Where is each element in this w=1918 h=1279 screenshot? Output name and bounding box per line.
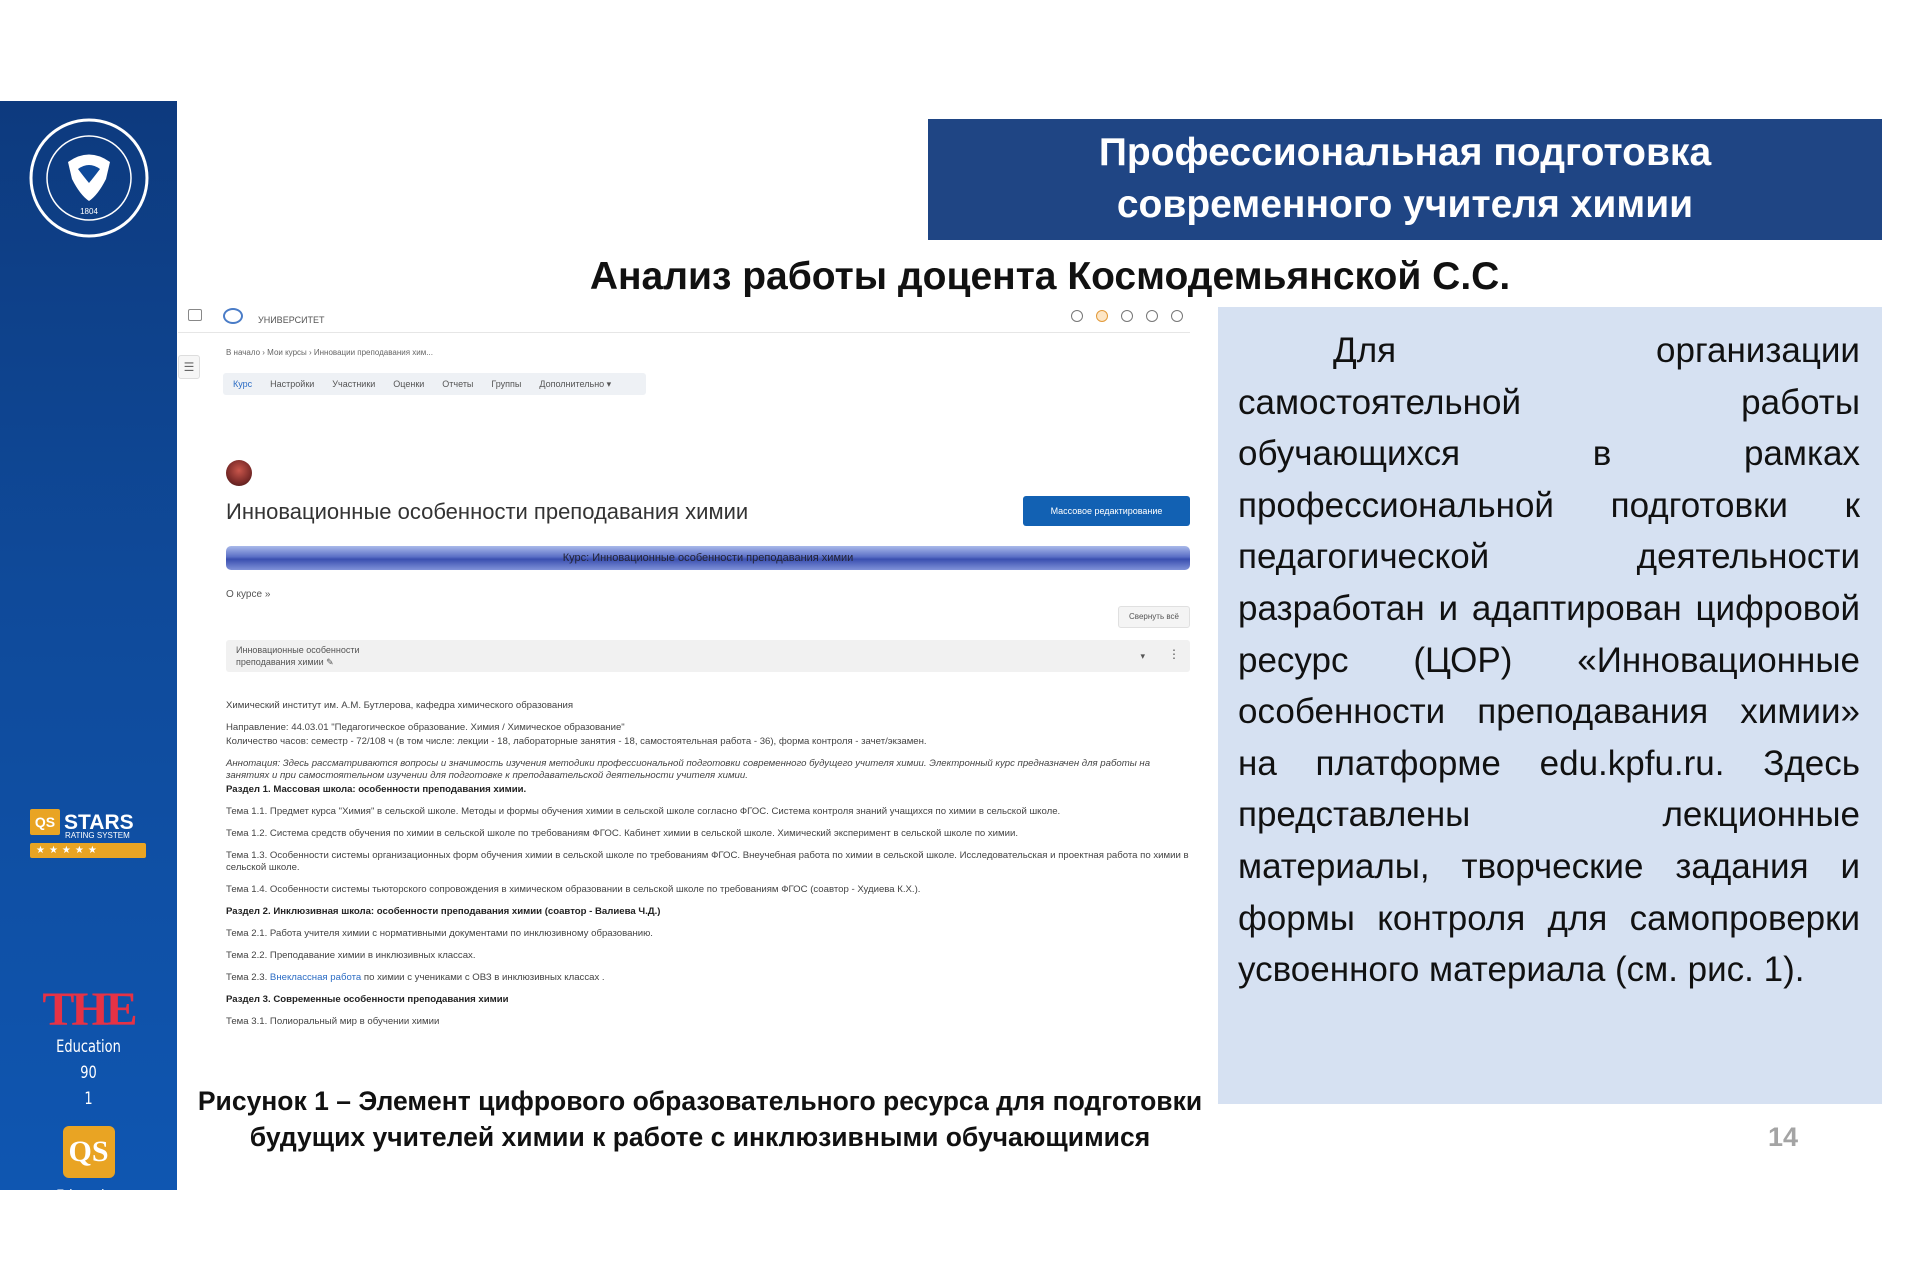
qs-stars-badge [30, 809, 146, 858]
stars-title: STARS [64, 810, 134, 834]
messages-icon[interactable] [1146, 310, 1158, 322]
about-course-link[interactable]: О курсе » [226, 589, 271, 600]
section-title-line1: Инновационные особенности [236, 645, 360, 655]
the-logo: THE [42, 983, 135, 1036]
topic-1-3[interactable]: Тема 1.3. Особенности системы организационных форм обучения химии в сельской школе по требованиям ФГОС. Внеучебная работа по химии в сельской школе. Исследовательская и проектная работа по химии в сельской школе. [226, 850, 1189, 873]
the-rank-sub: 1 [84, 1089, 93, 1109]
course-screenshot [178, 303, 1190, 1065]
tab-settings[interactable]: Настройки [270, 379, 315, 389]
kfu-emblem-icon [28, 117, 150, 239]
topic-2-2[interactable]: Тема 2.2. Преподавание химии в инклюзивных классах. [226, 950, 476, 961]
university-name: УНИВЕРСИТЕТ [258, 315, 325, 325]
the-ranking-badge [20, 983, 157, 1112]
tab-reports[interactable]: Отчеты [442, 379, 474, 389]
institute-line: Химический институт им. А.М. Бутлерова, кафедра химического образования [226, 700, 574, 711]
direction-line: Направление: 44.03.01 "Педагогическое образование. Химия / Химическое образование" [226, 722, 625, 733]
qs-mark: QS [30, 809, 60, 835]
status-icon[interactable] [1096, 310, 1108, 322]
topic-1-1[interactable]: Тема 1.1. Предмет курса "Химия" в сельской школе. Методы и формы обучения химии в сельской школе согласно ФГОС. Система контроля знаний учащихся по химии в сельской школе. [226, 806, 1061, 817]
caption-line1: Рисунок 1 – Элемент цифрового образовательного ресурса для подготовки [197, 1086, 1203, 1116]
svg-text:1804: 1804 [80, 207, 98, 216]
stars-rating: ★★★★★ [30, 843, 146, 858]
breadcrumb[interactable]: В начало › Мои курсы › Инновации преподавания хим... [226, 348, 433, 357]
tab-course[interactable]: Курс [233, 379, 253, 389]
course-tabs [223, 373, 646, 395]
page-number: 14 [1768, 1122, 1799, 1152]
sidebar [0, 101, 177, 1259]
topic-2-3-prefix: Тема 2.3. [226, 972, 270, 983]
tab-groups[interactable]: Группы [491, 379, 522, 389]
university-logo-icon [223, 308, 243, 324]
tab-more[interactable]: Дополнительно ▾ [539, 378, 612, 389]
search-icon[interactable] [1071, 310, 1083, 322]
section-title-line2: преподавания химии ✎ [236, 657, 334, 667]
tab-grades[interactable]: Оценки [393, 379, 425, 389]
qs-rank-main: 201-250 [61, 1213, 116, 1233]
course-banner: Курс: Инновационные особенности преподавания химии [226, 546, 1190, 570]
avatar[interactable] [226, 460, 252, 486]
tab-participants[interactable]: Участники [332, 379, 376, 389]
hours-line: Количество часов: семестр - 72/108 ч (в том числе: лекции - 18, лабораторные занятия - 18, самостоятельная работа - 36), форма контроля - зачет/экзамен. [226, 736, 927, 747]
section1-heading: Раздел 1. Массовая школа: особенности преподавания химии. [226, 784, 527, 795]
lms-topbar [178, 303, 1190, 333]
topic-2-3[interactable] [226, 972, 1190, 984]
extracurricular-link[interactable]: Внеклассная работа [269, 972, 362, 983]
course-title: Инновационные особенности преподавания химии [226, 499, 749, 524]
qs-rank-sub: 3 [84, 1239, 93, 1259]
slide-title-line1: Профессиональная подготовка [1098, 131, 1712, 174]
qs-ranking-badge [20, 1126, 157, 1262]
topic-2-1[interactable]: Тема 2.1. Работа учителя химии с нормативными документами по инклюзивному образованию. [226, 928, 653, 939]
chevron-down-icon[interactable]: ▾ [1140, 651, 1145, 661]
bulk-edit-button[interactable]: Массовое редактирование [1023, 496, 1190, 526]
section2-heading: Раздел 2. Инклюзивная школа: особенности преподавания химии (соавтор - Валиева Ч.Д.) [226, 906, 661, 917]
kebab-menu-icon[interactable]: ⋮ [1168, 647, 1180, 661]
figure-caption [170, 1083, 1230, 1155]
qs-label: Education [56, 1187, 121, 1207]
course-description [226, 700, 1190, 1030]
course-section-header[interactable] [226, 640, 1190, 672]
qs-logo: QS [63, 1126, 115, 1178]
description-panel [1218, 307, 1882, 1104]
annotation-line: Аннотация: Здесь рассматриваются вопросы и значимость изучения методики профессиональной подготовки современного будущего учителя химии. Электронный курс предназначен для работы на занятиях и при самостоятельном изучении для подготовке к преподавательской деятельности учителя химии. [226, 758, 1151, 781]
menu-icon[interactable] [188, 309, 202, 321]
stars-subtitle: RATING SYSTEM [65, 831, 130, 840]
topic-3-1[interactable]: Тема 3.1. Полиоральный мир в обучении химии [226, 1016, 440, 1027]
slide-subtitle: Анализ работы доцента Космодемьянской С.С. [589, 255, 1511, 298]
description-text: Для организации самостоятельной работы обучающихся в рамках профессиональной подготовки к педагогической деятельности разработан и адаптирован цифровой ресурс (ЦОР) «Инновационные особенности преподавания химии» на платформе edu.kpfu.ru. Здесь представлены лекционные материалы, творческие задания и формы контроля для самопроверки усвоенного материала (см. рис. 1). [1238, 331, 1860, 990]
section3-heading: Раздел 3. Современные особенности преподавания химии [226, 994, 509, 1005]
slide-title-line2: современного учителя химии [1116, 183, 1694, 226]
collapse-all-button[interactable]: Свернуть всё [1118, 606, 1190, 628]
user-icon[interactable] [1171, 310, 1183, 322]
topic-1-4[interactable]: Тема 1.4. Особенности системы тьюторского сопровождения в химическом образовании в сельской школе по требованиям ФГОС (соавтор - Худиева К.Х.). [226, 884, 921, 895]
topic-2-3-suffix: по химии с учениками с ОВЗ в инклюзивных классах . [361, 972, 605, 983]
drawer-toggle-icon[interactable]: ☰ [178, 355, 200, 379]
slide-title-box [928, 119, 1882, 240]
the-label: Education [56, 1037, 121, 1057]
the-rank-main: 90 [80, 1063, 97, 1083]
topic-1-2[interactable]: Тема 1.2. Система средств обучения по химии в сельской школе по требованиям ФГОС. Кабинет химии в сельской школе. Химический эксперимент в сельской школе по химии. [226, 828, 1019, 839]
bell-icon[interactable] [1121, 310, 1133, 322]
caption-line2: будущих учителей химии к работе с инклюзивными обучающимися [249, 1122, 1151, 1152]
